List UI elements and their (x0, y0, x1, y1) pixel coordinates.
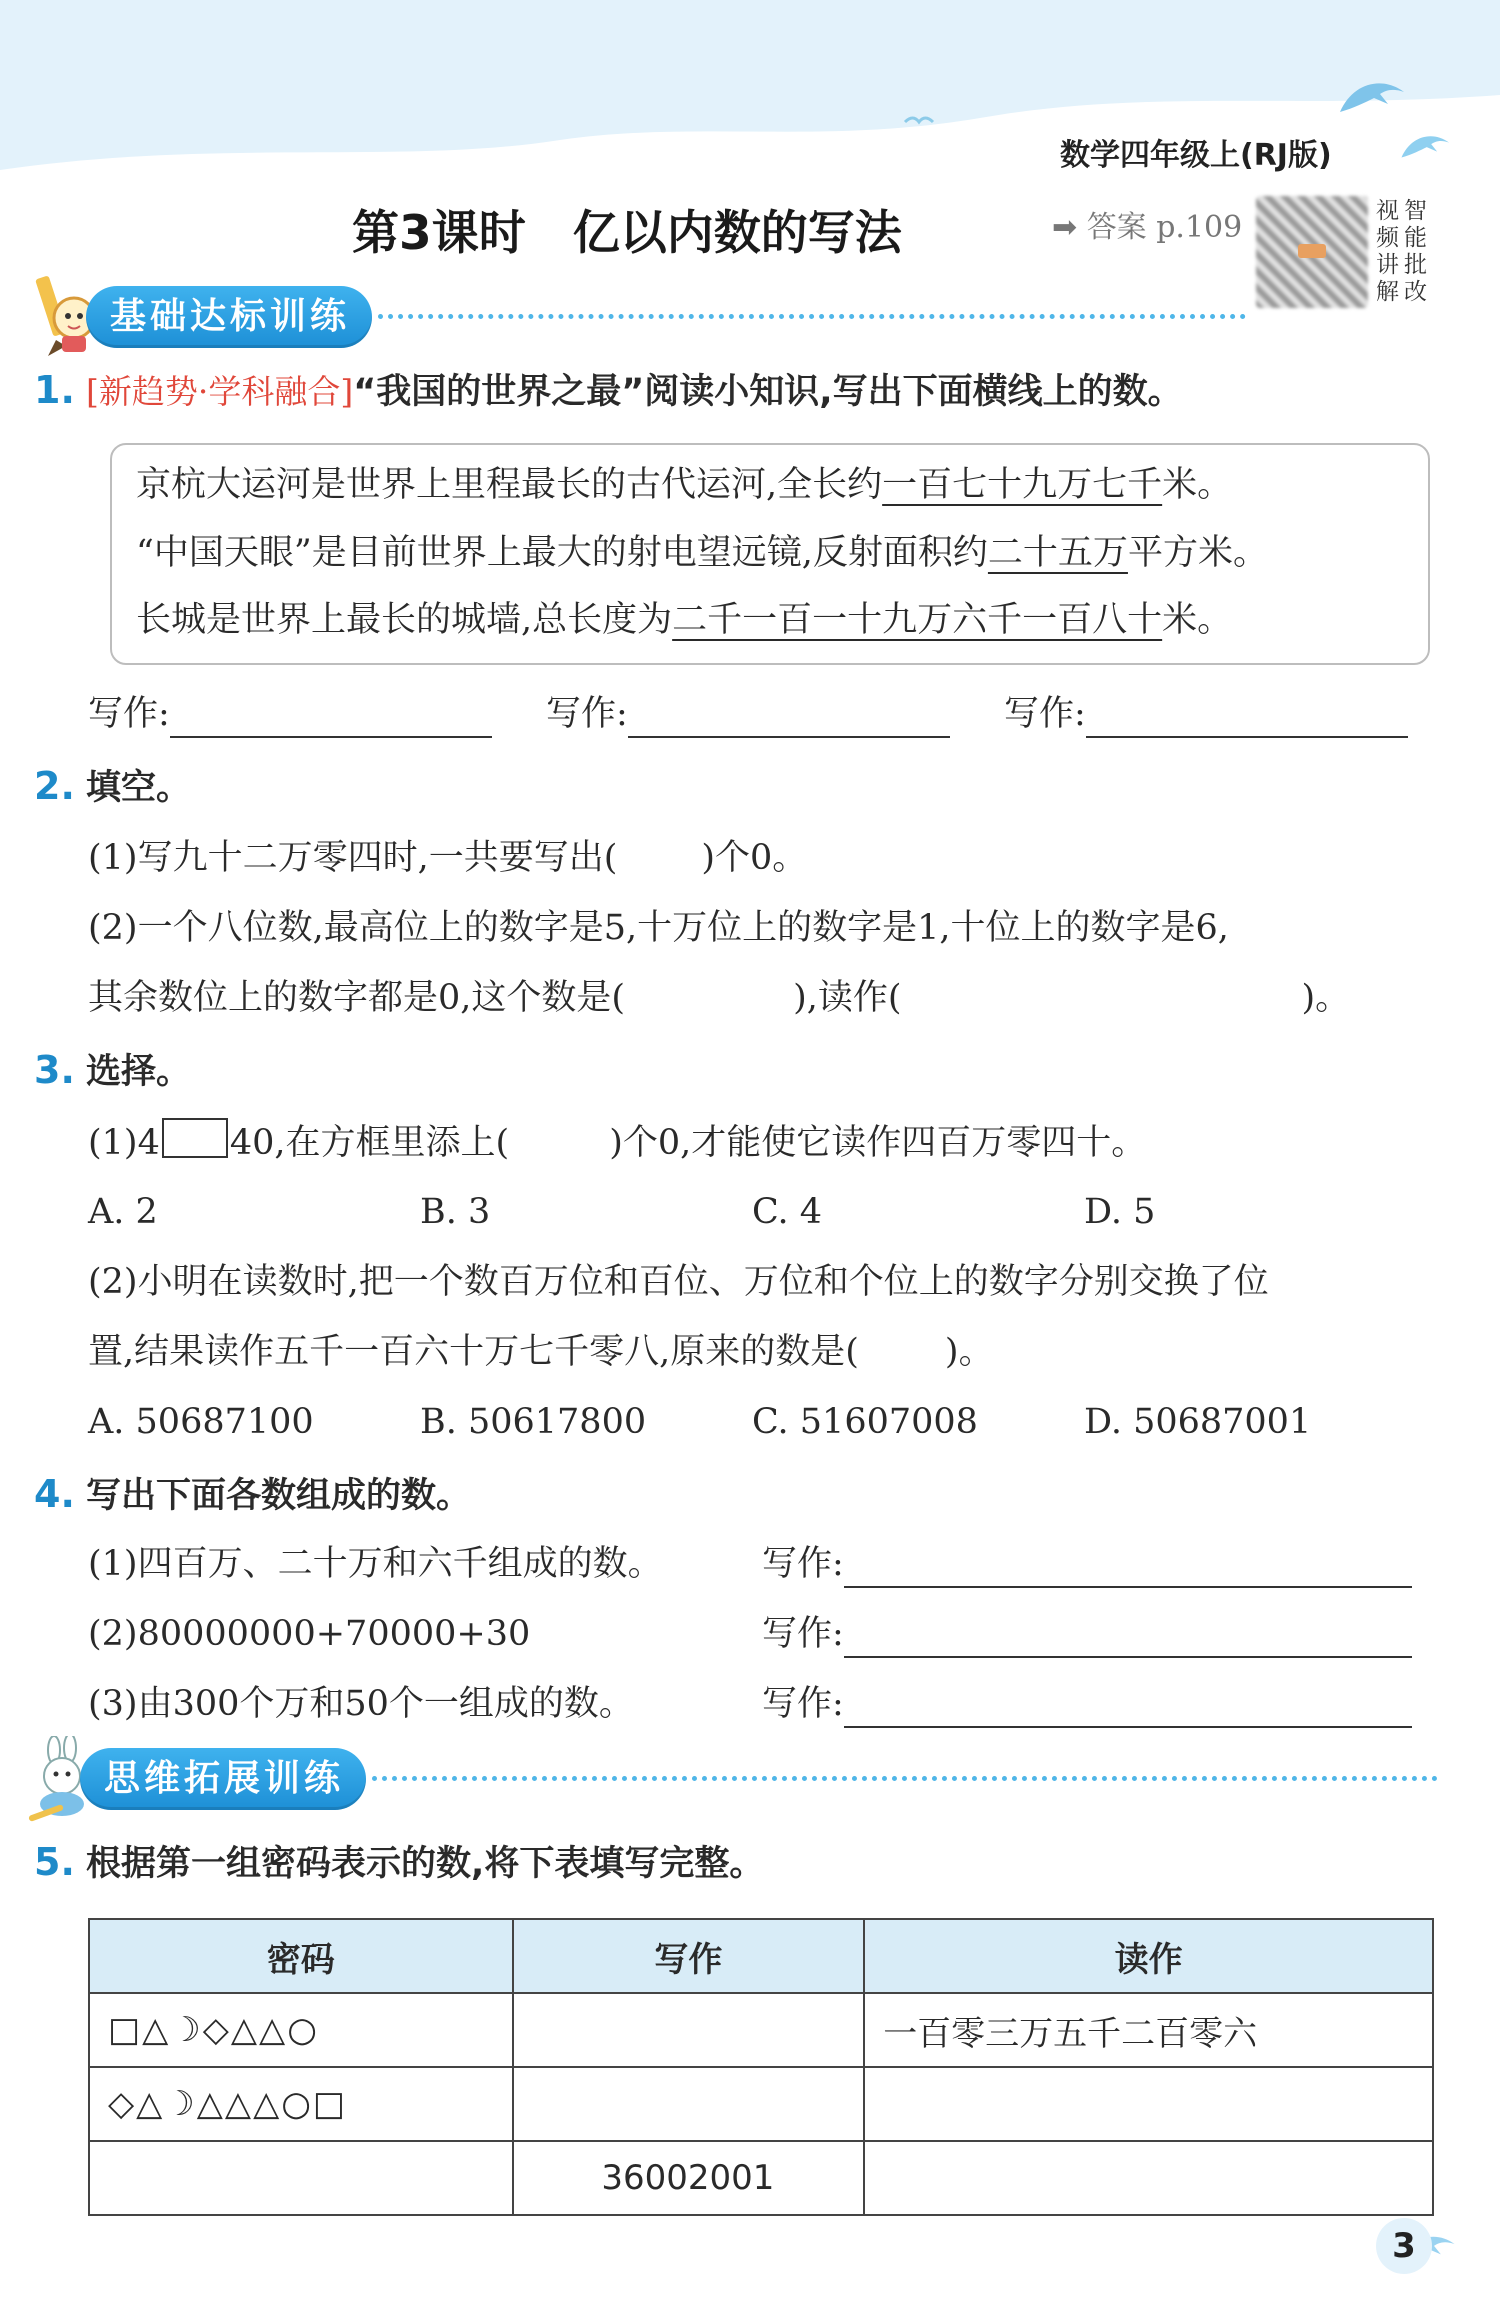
answer-row (762, 1610, 1412, 1658)
write-label: 写作: (1004, 694, 1086, 734)
answer-row (1004, 690, 1408, 738)
write-label: 写作: (88, 694, 170, 734)
dolphin-icon (1400, 128, 1452, 164)
option-d[interactable]: D. 50687001 (1084, 1402, 1312, 1442)
write-label: 写作: (762, 1614, 844, 1654)
question-5-title (34, 1838, 764, 1888)
question-text: 根据第一组密码表示的数,将下表填写完整。 (86, 1844, 765, 1884)
table-cell-input[interactable] (864, 2067, 1433, 2141)
table-cell: ◇△☽△△△○□ (89, 2067, 513, 2141)
answer-reference (1052, 202, 1242, 246)
answer-blank[interactable] (844, 1726, 1412, 1728)
question-number: 4. (34, 1472, 75, 1516)
qr-caption-char: 视 (1376, 198, 1399, 224)
column-header: 写作 (513, 1919, 865, 1993)
option-a[interactable]: A. 50687100 (88, 1402, 314, 1442)
question-3-part-1 (88, 1118, 1146, 1167)
section-badge-basic: 基础达标训练 (86, 286, 372, 348)
section-divider (372, 1776, 1438, 1781)
question-text: 填空。 (86, 768, 192, 808)
option-b[interactable]: B. 50617800 (420, 1402, 647, 1442)
reading-line (136, 596, 1232, 644)
question-text: 选择。 (86, 1052, 192, 1092)
option-c[interactable]: C. 4 (752, 1192, 823, 1232)
write-label: 写作: (546, 694, 628, 734)
qr-center-logo (1298, 244, 1326, 258)
text: 40,在方框里添上( (229, 1123, 510, 1163)
column-header: 密码 (89, 1919, 513, 1993)
table-cell-input[interactable] (864, 2141, 1433, 2215)
question-2-title (34, 762, 191, 812)
reading-line-text: 平方米。 (1127, 533, 1268, 573)
qr-caption-char: 讲 (1376, 252, 1399, 278)
underlined-number: 二十五万 (987, 533, 1128, 573)
answer-row (762, 1540, 1412, 1588)
question-4-item: (3)由300个万和50个一组成的数。 (88, 1684, 634, 1724)
reading-line (136, 529, 1268, 577)
table-row (89, 1993, 1433, 2067)
table-cell-input[interactable] (513, 2067, 865, 2141)
question-1-title (34, 366, 1183, 416)
qr-caption-char: 能 (1404, 225, 1427, 251)
question-number: 3. (34, 1048, 75, 1092)
text: (1)写九十二万零四时,一共要写出( (88, 838, 618, 878)
book-label: 数学四年级上(RJ版) (1060, 138, 1332, 173)
question-2-part-2-cont (88, 974, 1350, 1022)
text: ),读作( (793, 978, 902, 1018)
table-cell: □△☽◇△△○ (89, 1993, 513, 2067)
question-text: “我国的世界之最”阅读小知识,写出下面横线上的数。 (353, 372, 1183, 412)
reading-line-text: “中国天眼”是目前世界上最大的射电望远镜,反射面积约 (136, 533, 988, 573)
qr-caption-char: 解 (1376, 279, 1399, 305)
table-cell-input[interactable] (513, 1993, 865, 2067)
text: 置,结果读作五千一百六十万七千零八,原来的数是( (88, 1332, 859, 1372)
option-c[interactable]: C. 51607008 (752, 1402, 978, 1442)
code-table (88, 1918, 1434, 2216)
question-3-part-2-cont (88, 1328, 994, 1376)
column-header: 读作 (864, 1919, 1433, 1993)
underlined-number: 二千一百一十九万六千一百八十 (672, 600, 1163, 640)
table-cell: 一百零三万五千二百零六 (864, 1993, 1433, 2067)
write-label: 写作: (762, 1684, 844, 1724)
question-4-title (34, 1470, 471, 1520)
dolphin-icon (1338, 74, 1408, 119)
option-a[interactable]: A. 2 (88, 1192, 158, 1232)
answer-reference-text: 答案 p.109 (1086, 210, 1243, 245)
fill-box[interactable] (162, 1118, 228, 1158)
reading-box (110, 443, 1430, 665)
reading-line-text: 米。 (1162, 465, 1233, 505)
text: 其余数位上的数字都是0,这个数是( (88, 978, 626, 1018)
question-4-item: (2)80000000+70000+30 (88, 1614, 531, 1654)
answer-row (88, 690, 492, 738)
answer-blank[interactable] (170, 736, 492, 738)
underlined-number: 一百七十九万七千 (882, 465, 1163, 505)
qr-caption-char: 批 (1404, 252, 1427, 278)
question-number: 5. (34, 1840, 75, 1884)
page-number: 3 (1392, 2226, 1416, 2266)
table-cell-input[interactable] (89, 2141, 513, 2215)
text: )。 (944, 1332, 994, 1372)
answer-row (546, 690, 950, 738)
page-title: 第3课时 亿以内数的写法 (352, 206, 902, 261)
text: (1)4 (88, 1123, 160, 1163)
answer-blank[interactable] (844, 1656, 1412, 1658)
answer-blank[interactable] (628, 736, 950, 738)
table-header-row (89, 1919, 1433, 1993)
table-row (89, 2141, 1433, 2215)
table-cell: 36002001 (513, 2141, 865, 2215)
arrow-right-icon: ➡ (1052, 210, 1078, 245)
qr-caption (1376, 198, 1432, 306)
qr-caption-char: 智 (1404, 198, 1427, 224)
qr-caption-char: 改 (1404, 279, 1427, 305)
text: )个0,才能使它读作四百万零四十。 (609, 1123, 1147, 1163)
text: )。 (1301, 978, 1351, 1018)
question-2-part-1 (88, 834, 807, 882)
option-b[interactable]: B. 3 (420, 1192, 491, 1232)
question-3-part-2: (2)小明在读数时,把一个数百万位和百位、万位和个位上的数字分别交换了位 (88, 1262, 1269, 1302)
section-divider (378, 314, 1246, 319)
reading-line-text: 长城是世界上最长的城墙,总长度为 (136, 600, 673, 640)
reading-line (136, 461, 1232, 509)
section-badge-extension: 思维拓展训练 (80, 1748, 366, 1810)
text: )个0。 (701, 838, 808, 878)
write-label: 写作: (762, 1544, 844, 1584)
answer-row (762, 1680, 1412, 1728)
question-3-title (34, 1046, 191, 1096)
reading-line-text: 米。 (1162, 600, 1233, 640)
answer-blank[interactable] (844, 1586, 1412, 1588)
question-tag: [新趋势·学科融合] (86, 372, 354, 411)
reading-line-text: 京杭大运河是世界上里程最长的古代运河,全长约 (136, 465, 883, 505)
question-number: 2. (34, 764, 75, 808)
question-2-part-2: (2)一个八位数,最高位上的数字是5,十万位上的数字是1,十位上的数字是6, (88, 908, 1229, 948)
option-d[interactable]: D. 5 (1084, 1192, 1156, 1232)
question-4-item: (1)四百万、二十万和六千组成的数。 (88, 1544, 663, 1584)
table-row (89, 2067, 1433, 2141)
qr-caption-char: 频 (1376, 225, 1399, 251)
question-text: 写出下面各数组成的数。 (86, 1476, 472, 1516)
answer-blank[interactable] (1086, 736, 1408, 738)
question-number: 1. (34, 368, 75, 412)
